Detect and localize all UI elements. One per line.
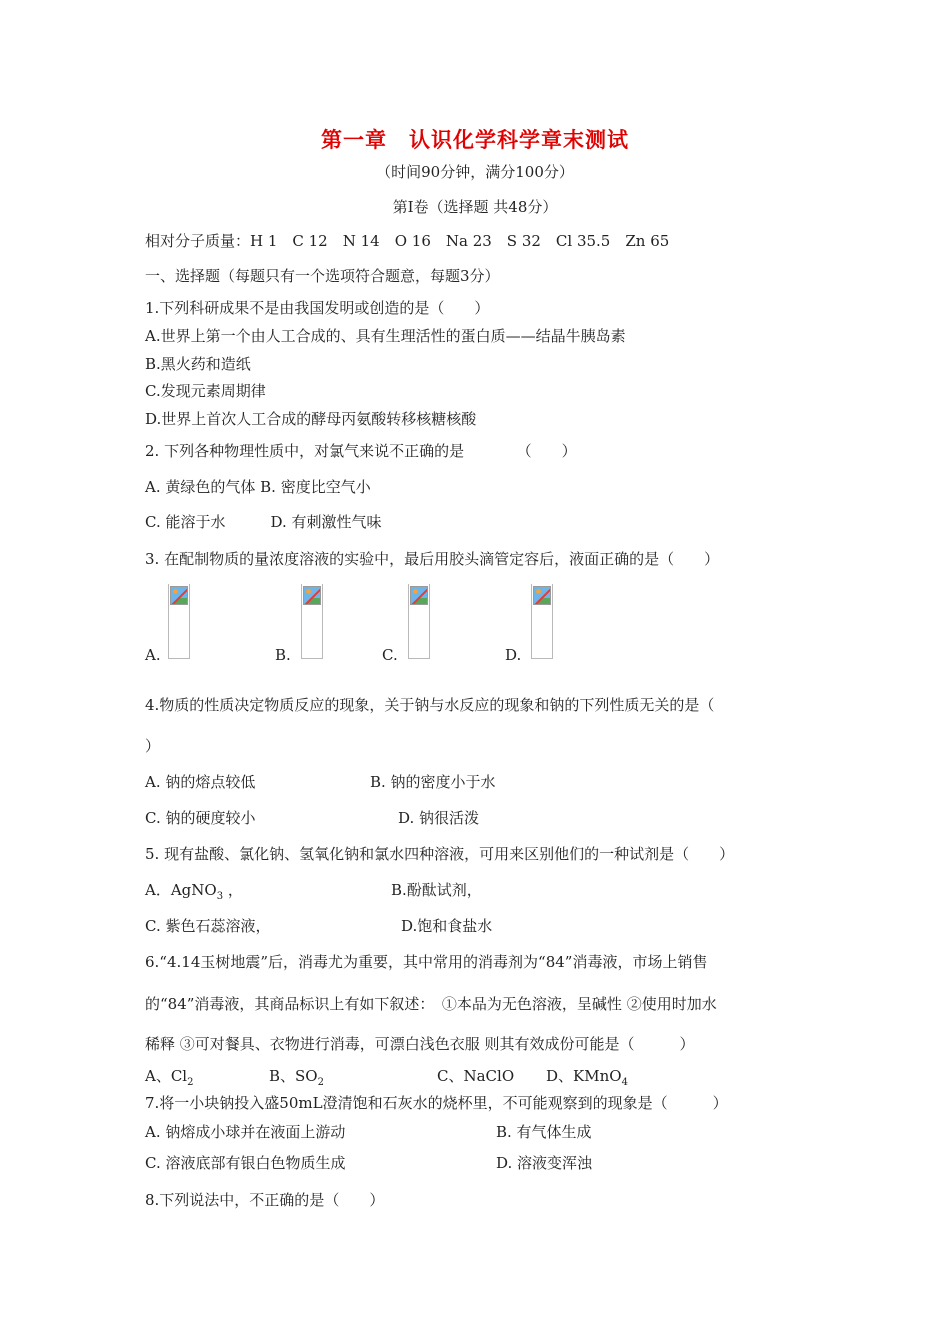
q3-tube-a bbox=[168, 584, 190, 659]
q2-options-cd: C. 能溶于水 D. 有刺激性气味 bbox=[145, 513, 382, 531]
broken-image-icon bbox=[170, 586, 188, 605]
page-title: 第一章 认识化学科学章末测试 bbox=[321, 128, 629, 152]
q5-option-c: C. 紫色石蕊溶液， bbox=[145, 917, 271, 935]
q5-option-a-sub: 3 bbox=[216, 891, 224, 902]
q5-option-b: B.酚酞试剂， bbox=[391, 881, 482, 899]
q5-option-a-text: A．AgNO bbox=[145, 881, 217, 899]
section-heading: 一、选择题（每题只有一个选项符合题意，每题3分） bbox=[145, 267, 500, 285]
q6-stem-line1: 6.“4.14玉树地震”后，消毒尤为重要，其中常用的消毒剂为“84”消毒液，市场上销售 bbox=[145, 953, 708, 971]
q4-stem-bracket: ） bbox=[145, 737, 161, 755]
q7-option-a: A. 钠熔成小球并在液面上游动 bbox=[145, 1123, 346, 1141]
q6-option-d-text: D、KMnO bbox=[546, 1067, 622, 1085]
q7-option-c: C. 溶液底部有银白色物质生成 bbox=[145, 1154, 346, 1172]
q5-stem: 5. 现有盐酸、氯化钠、氢氧化钠和氯水四种溶液，可用来区别他们的一种试剂是（ ） bbox=[145, 845, 735, 863]
q5-option-a-tail: ， bbox=[223, 881, 243, 899]
volume-heading: 第Ⅰ卷（选择题 共48分） bbox=[392, 198, 558, 216]
q5-option-d: D.饱和食盐水 bbox=[401, 917, 493, 935]
broken-image-icon bbox=[533, 586, 551, 605]
q6-option-d-sub: 4 bbox=[621, 1077, 628, 1088]
q2-options-ab: A. 黄绿色的气体 B. 密度比空气小 bbox=[145, 478, 371, 496]
q6-option-b-sub: 2 bbox=[317, 1077, 324, 1088]
q7-option-b: B. 有气体生成 bbox=[496, 1123, 592, 1141]
q3-stem: 3. 在配制物质的量浓度溶液的实验中，最后用胶头滴管定容后，液面正确的是（ ） bbox=[145, 550, 720, 568]
q4-option-d: D. 钠很活泼 bbox=[398, 809, 480, 827]
broken-image-icon bbox=[410, 586, 428, 605]
q3-label-b: B. bbox=[275, 646, 291, 664]
q3-tube-d bbox=[531, 584, 553, 659]
q1-option-a: A.世界上第一个由人工合成的、具有生理活性的蛋白质——结晶牛胰岛素 bbox=[145, 327, 626, 345]
q6-option-a bbox=[145, 1066, 193, 1093]
q3-label-a: A. bbox=[145, 646, 161, 664]
q6-option-b bbox=[269, 1066, 324, 1093]
q5-option-a bbox=[145, 880, 243, 907]
q4-stem: 4.物质的性质决定物质反应的现象，关于钠与水反应的现象和钠的下列性质无关的是（ bbox=[145, 696, 715, 714]
q1-stem: 1.下列科研成果不是由我国发明或创造的是（ ） bbox=[145, 299, 490, 317]
q6-stem-line3: 稀释 ③可对餐具、衣物进行消毒，可漂白浅色衣服 则其有效成份可能是（ ） bbox=[145, 1035, 695, 1053]
q6-option-a-sub: 2 bbox=[187, 1077, 194, 1088]
q6-option-c: C、NaClO bbox=[437, 1067, 515, 1085]
q6-option-b-text: B、SO bbox=[269, 1067, 318, 1085]
atomic-masses: 相对分子质量：H 1 C 12 N 14 O 16 Na 23 S 32 Cl 35.5 Zn 65 bbox=[145, 232, 670, 250]
q1-option-c: C.发现元素周期律 bbox=[145, 382, 266, 400]
q1-option-d: D.世界上首次人工合成的酵母丙氨酸转移核糖核酸 bbox=[145, 410, 477, 428]
q3-tube-c bbox=[408, 584, 430, 659]
q8-stem: 8.下列说法中，不正确的是（ ） bbox=[145, 1191, 385, 1209]
q6-option-a-text: A、Cl bbox=[145, 1067, 188, 1085]
broken-image-icon bbox=[303, 586, 321, 605]
q1-option-b: B.黑火药和造纸 bbox=[145, 355, 251, 373]
q7-option-d: D. 溶液变浑浊 bbox=[496, 1154, 593, 1172]
q4-option-b: B. 钠的密度小于水 bbox=[370, 773, 496, 791]
q7-stem: 7.将一小块钠投入盛50mL澄清饱和石灰水的烧杯里，不可能观察到的现象是（ ） bbox=[145, 1094, 728, 1112]
q3-label-d: D. bbox=[505, 646, 522, 664]
q3-label-c: C. bbox=[382, 646, 398, 664]
q2-stem: 2. 下列各种物理性质中，对氯气来说不正确的是 （ ） bbox=[145, 442, 577, 460]
q4-option-c: C. 钠的硬度较小 bbox=[145, 809, 256, 827]
q6-option-d bbox=[546, 1066, 628, 1093]
q6-stem-line2: 的“84”消毒液，其商品标识上有如下叙述： ①本品为无色溶液，呈碱性 ②使用时加水 bbox=[145, 995, 717, 1013]
q3-tube-b bbox=[301, 584, 323, 659]
exam-time-info: （时间90分钟，满分100分） bbox=[376, 163, 574, 181]
q4-option-a: A. 钠的熔点较低 bbox=[145, 773, 256, 791]
